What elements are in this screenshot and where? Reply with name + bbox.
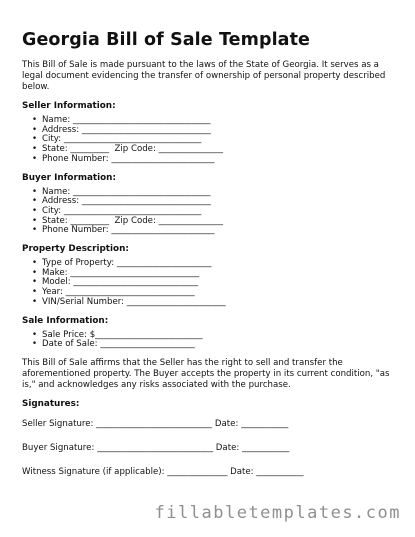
property-heading: Property Description: [22, 244, 129, 255]
seller-state-zip-field[interactable]: • State: _________ Zip Code: _______________ [32, 145, 402, 155]
buyer-address-field[interactable]: • Address: ______________________________ [32, 197, 402, 207]
buyer-fields [22, 188, 402, 237]
property-make-field[interactable]: • Make: ______________________________ [32, 269, 402, 279]
intro-paragraph: This Bill of Sale is made pursuant to the laws of the State of Georgia. It serves as a legal document evidencing the transfer of ownership of personal property described below. [22, 60, 386, 92]
buyer-state-zip-field[interactable]: • State: _________ Zip Code: _______________ [32, 217, 402, 227]
seller-phone-field[interactable]: • Phone Number: ________________________ [32, 155, 402, 165]
seller-heading: Seller Information: [22, 101, 116, 111]
property-vin-field[interactable]: • VIN/Serial Number: _______________________ [32, 298, 402, 308]
seller-address-field[interactable]: • Address: ______________________________ [32, 126, 402, 136]
seller-fields [22, 116, 402, 165]
sale-fields [22, 331, 402, 350]
seller-name-field[interactable]: • Name: ________________________________ [32, 116, 402, 126]
property-year-field[interactable]: • Year: ______________________________ [32, 288, 402, 298]
buyer-name-field[interactable]: • Name: ________________________________ [32, 188, 402, 198]
property-fields [22, 259, 402, 308]
affirmation-paragraph: This Bill of Sale affirms that the Seller has the right to sell and transfer the aforementioned property. The Buyer accepts the property in its current condition, "as is," and acknowledges any risks associated with the purchase. [22, 357, 390, 390]
witness-signature-line[interactable]: Witness Signature (if applicable): ______________ Date: ___________ [22, 466, 304, 477]
signatures-heading: Signatures: [22, 398, 80, 409]
buyer-city-field[interactable]: • City: ________________________________ [32, 207, 402, 217]
property-type-field[interactable]: • Type of Property: ______________________ [32, 259, 402, 269]
seller-city-field[interactable]: • City: ________________________________ [32, 135, 402, 145]
seller-signature-line[interactable]: Seller Signature: ___________________________ Date: ___________ [22, 418, 289, 429]
buyer-phone-field[interactable]: • Phone Number: ________________________ [32, 226, 402, 236]
document-page [22, 30, 402, 491]
buyer-heading: Buyer Information: [22, 172, 116, 183]
buyer-signature-line[interactable]: Buyer Signature: ___________________________ Date: ___________ [22, 442, 290, 453]
watermark-text: fillabletemplates.com [154, 503, 401, 523]
document-title: Georgia Bill of Sale Template [22, 30, 311, 50]
sale-price-field[interactable]: • Sale Price: $_________________________ [32, 331, 402, 341]
sale-date-field[interactable]: • Date of Sale: ______________________ [32, 340, 402, 350]
property-model-field[interactable]: • Model: _____________________________ [32, 278, 402, 288]
sale-heading: Sale Information: [22, 315, 109, 326]
